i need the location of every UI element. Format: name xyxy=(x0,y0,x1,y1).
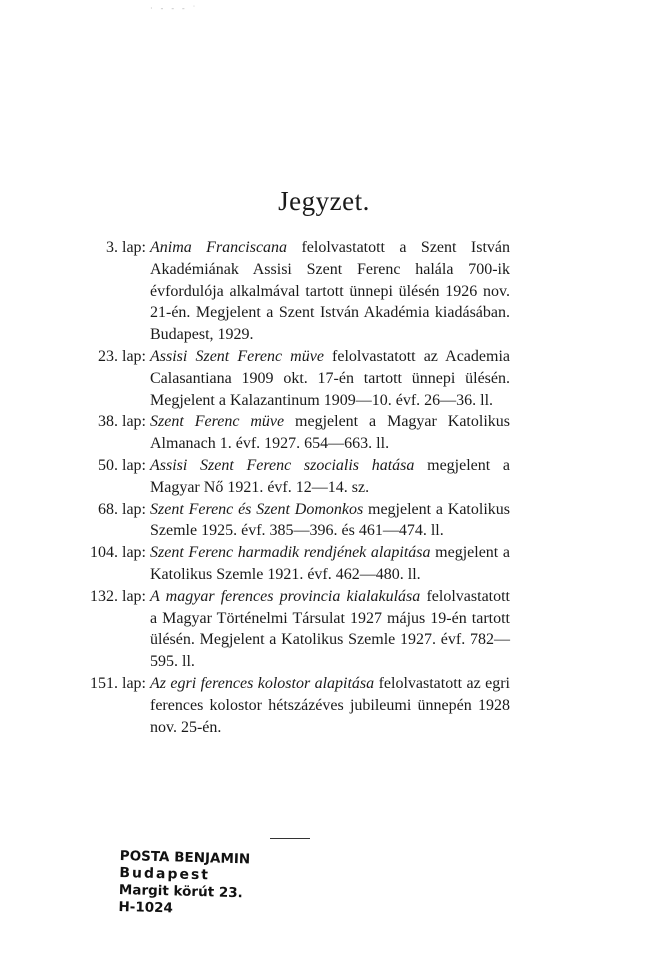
note-page-ref: 104. lap: xyxy=(90,544,146,562)
note-details: megjelent a Magyar Nő 1921. évf. 12—14. sz. xyxy=(150,456,511,496)
note-item xyxy=(70,542,510,586)
page-title: Jegyzet. xyxy=(278,186,370,216)
note-details: megjelent a Katolikus Szemle 1925. évf. 385—396. és 461—474. ll. xyxy=(150,500,510,540)
stamp-line-name: POSTA BENJAMIN xyxy=(119,848,251,868)
note-details: felolvastatott az egri ferences kolostor hétszázéves jubileumi ünnepén 1928 nov. 25-én. xyxy=(150,674,511,736)
note-title: Assisi Szent Ferenc müve xyxy=(150,347,324,365)
notes-list xyxy=(70,237,510,738)
note-title: Az egri ferences kolostor alapitása xyxy=(150,674,375,692)
note-item xyxy=(70,411,510,455)
note-item xyxy=(70,455,510,499)
note-page-ref: 50. lap: xyxy=(98,456,146,474)
note-page-ref: 3. lap: xyxy=(106,239,146,256)
note-page-ref: 151. lap: xyxy=(90,674,146,692)
stamp-line-street: Margit körút 23. xyxy=(118,881,243,902)
note-item xyxy=(70,346,510,411)
note-details: megjelent a Magyar Katolikus Almanach 1. évf. 1927. 654—663. ll. xyxy=(150,413,510,453)
note-details: megjelent a Katolikus Szemle 1921. évf. 462—480. ll. xyxy=(150,544,511,583)
note-title: Szent Ferenc müve xyxy=(150,413,285,431)
note-page-ref: 68. lap: xyxy=(98,500,146,518)
note-details: felolvastatott a Szent István Akadémiának Assisi Szent Ferenc halála 700-ik évfordulója alkalmával tartott ünnepi ülésén 1926 nov. 21-én. Megjelent a Szent István Akadémia kiadásában. Budapest, 1929. xyxy=(150,239,510,344)
note-text xyxy=(150,346,510,411)
note-text xyxy=(150,542,510,586)
ownership-stamp xyxy=(118,848,250,919)
note-title: Szent Ferenc harmadik rendjének alapitása xyxy=(150,544,431,562)
section-divider xyxy=(270,838,310,839)
note-text xyxy=(150,237,510,346)
note-text xyxy=(150,455,510,499)
note-text xyxy=(150,586,510,673)
stamp-line-city: Budapest xyxy=(119,864,211,884)
note-text xyxy=(150,411,510,455)
note-item xyxy=(70,237,510,346)
note-page-ref: 132. lap: xyxy=(90,587,146,605)
stamp-line-postcode: H-1024 xyxy=(118,898,174,917)
note-title: A magyar ferences provincia kialakulása xyxy=(150,587,421,605)
note-text xyxy=(150,673,510,738)
note-text xyxy=(150,499,510,543)
note-item xyxy=(70,673,510,738)
note-item xyxy=(70,499,510,543)
note-page-ref: 38. lap: xyxy=(98,413,146,431)
note-title: Szent Ferenc és Szent Domonkos xyxy=(150,500,364,518)
note-page-ref: 23. lap: xyxy=(98,347,146,365)
note-item xyxy=(70,586,510,673)
note-details: felolvastatott az Academia Calasantiana 1909 okt. 17-én tartott ünnepi ülésén. Megjelent a Kalazantinum 1909—10. évf. 26—36. ll. xyxy=(150,347,510,409)
scan-specks: · ‐ ‐ ‐ ˙ xyxy=(150,4,199,13)
note-title: Assisi Szent Ferenc szocialis hatása xyxy=(150,456,415,474)
note-details: felolvastatott a Magyar Történelmi Társulat 1927 május 19-én tartott ülésén. Megjelent a Katolikus Szemle 1927. évf. 782—595. ll. xyxy=(150,587,511,671)
note-title: Anima Franciscana xyxy=(150,239,288,256)
